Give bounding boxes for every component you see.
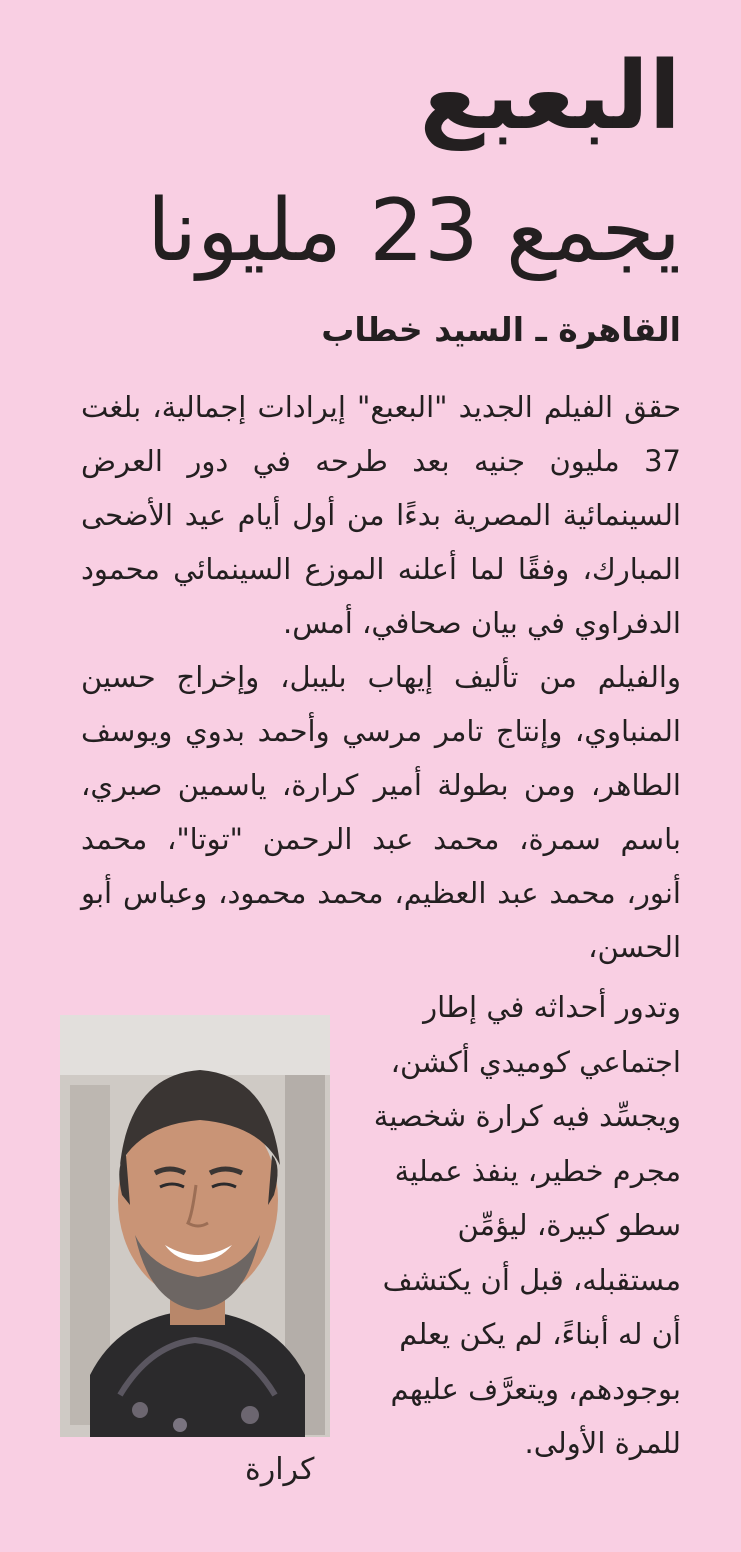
headline-subtitle: يجمع 23 مليونا xyxy=(146,181,681,281)
byline: القاهرة ـ السيد خطاب xyxy=(321,310,681,349)
headline-title: البعبع xyxy=(419,42,681,151)
article-column-wrap xyxy=(351,980,681,1471)
photo-caption: كرارة xyxy=(245,1452,315,1487)
article-paragraph-3: وتدور أحداثه في إطار اجتماعي كوميدي أكشن، ويجسِّد فيه كرارة شخصية مجرم خطير، ينفذ عملية سطو كبيرة، ليؤمِّن مستقبله، قبل أن يكتشف أن له أبناءً، لم يكن يعلم بوجودهم، ويتعرَّف عليهم للمرة الأولى. xyxy=(373,990,681,1460)
article-paragraph-1: حقق الفيلم الجديد "البعبع" إيرادات إجمالية، بلغت 37 مليون جنيه بعد طرحه في دور العرض السينمائية المصرية بدءًا من أول أيام عيد الأضحى المبارك، وفقًا لما أعلنه الموزع السينمائي محمود الدفراوي في بيان صحافي، أمس. xyxy=(81,390,681,640)
portrait-illustration xyxy=(60,1015,330,1437)
article-photo xyxy=(60,1015,330,1437)
article-paragraph-2: والفيلم من تأليف إيهاب بليبل، وإخراج حسين المنباوي، وإنتاج تامر مرسي وأحمد بدوي ويوسف الطاهر، ومن بطولة أمير كرارة، ياسمين صبري، باسم سمرة، محمد عبد الرحمن "توتا"، محمد أنور، محمد عبد العظيم، محمد محمود، وعباس أبو الحسن، xyxy=(81,660,681,964)
article-body xyxy=(81,380,681,974)
